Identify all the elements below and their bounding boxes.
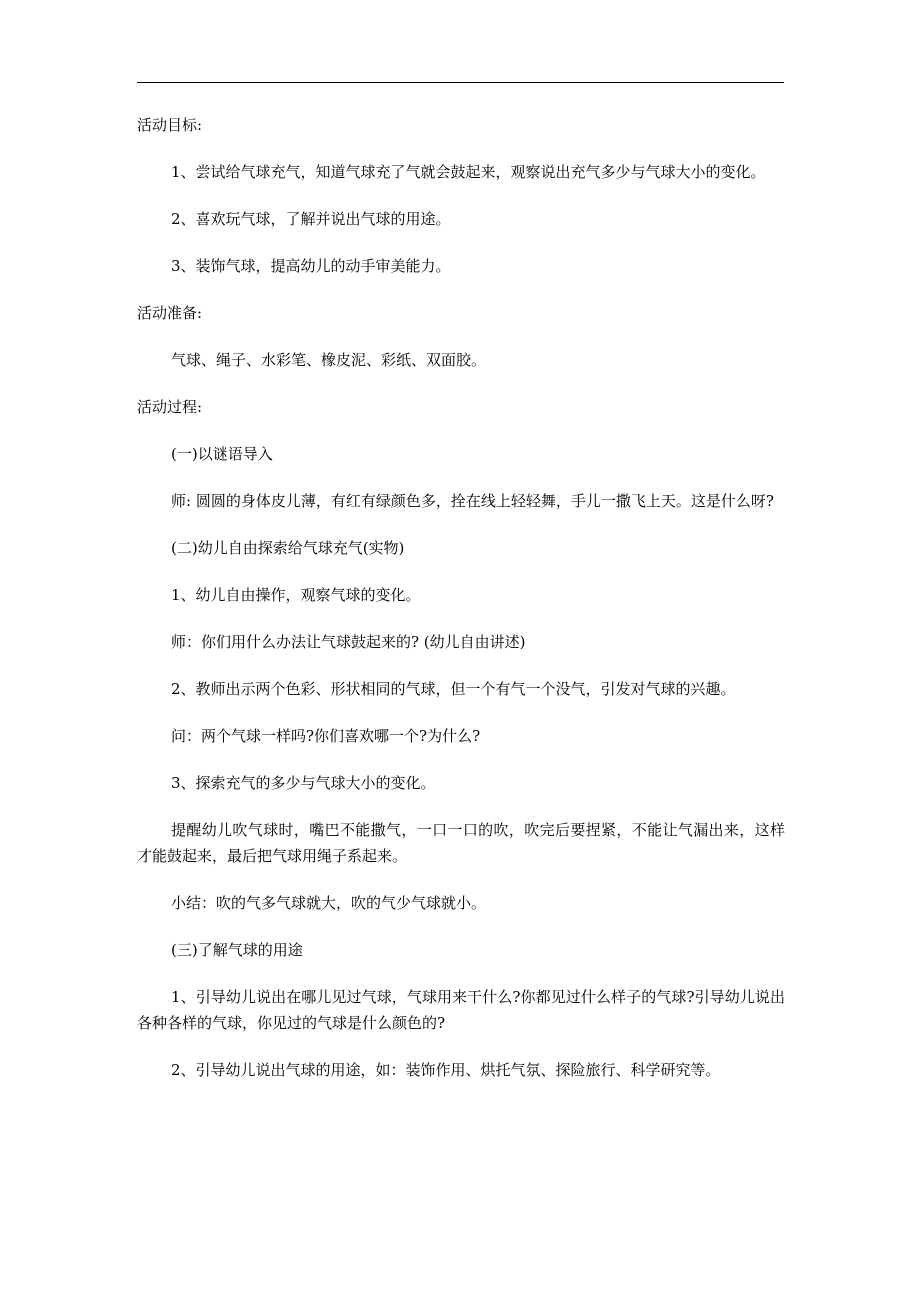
heading-goals: 活动目标: [137,116,203,134]
paragraph: 2、教师出示两个色彩、形状相同的气球，但一个有气一个没气，引发对气球的兴趣。 [171,680,736,698]
paragraph: 师: 圆圆的身体皮儿薄，有红有绿颜色多，拴在线上轻轻舞，手儿一撒飞上天。这是什么呀? [171,492,774,510]
paragraph: 1、幼儿自由操作，观察气球的变化。 [171,586,421,604]
paragraph: 2、喜欢玩气球，了解并说出气球的用途。 [171,210,451,228]
paragraph: (三)了解气球的用途 [171,941,303,959]
paragraph: 3、装饰气球，提高幼儿的动手审美能力。 [171,257,451,275]
heading-process: 活动过程: [137,398,203,416]
heading-preparation: 活动准备: [137,304,203,322]
paragraph: 小结：吹的气多气球就大，吹的气少气球就小。 [171,894,487,912]
paragraph: 问：两个气球一样吗?你们喜欢哪一个?为什么? [171,727,481,745]
header-rule [137,82,784,83]
document-body [137,112,785,1083]
paragraph: 气球、绳子、水彩笔、橡皮泥、彩纸、双面胶。 [171,351,487,369]
paragraph: 1、尝试给气球充气，知道气球充了气就会鼓起来，观察说出充气多少与气球大小的变化。 [171,163,766,181]
paragraph: 师：你们用什么办法让气球鼓起来的? (幼儿自由讲述) [171,633,526,651]
paragraph: 1、引导幼儿说出在哪儿见过气球，气球用来干什么?你都见过什么样子的气球?引导幼儿说出各种各样的气球，你见过的气球是什么颜色的? [137,988,785,1032]
paragraph: 提醒幼儿吹气球时，嘴巴不能撒气，一口一口的吹，吹完后要捏紧，不能让气漏出来，这样才能鼓起来，最后把气球用绳子系起来。 [137,821,785,865]
paragraph: (一)以谜语导入 [171,445,273,463]
paragraph: 3、探索充气的多少与气球大小的变化。 [171,774,436,792]
paragraph: (二)幼儿自由探索给气球充气(实物) [171,539,405,557]
paragraph: 2、引导幼儿说出气球的用途，如：装饰作用、烘托气氛、探险旅行、科学研究等。 [171,1061,721,1079]
